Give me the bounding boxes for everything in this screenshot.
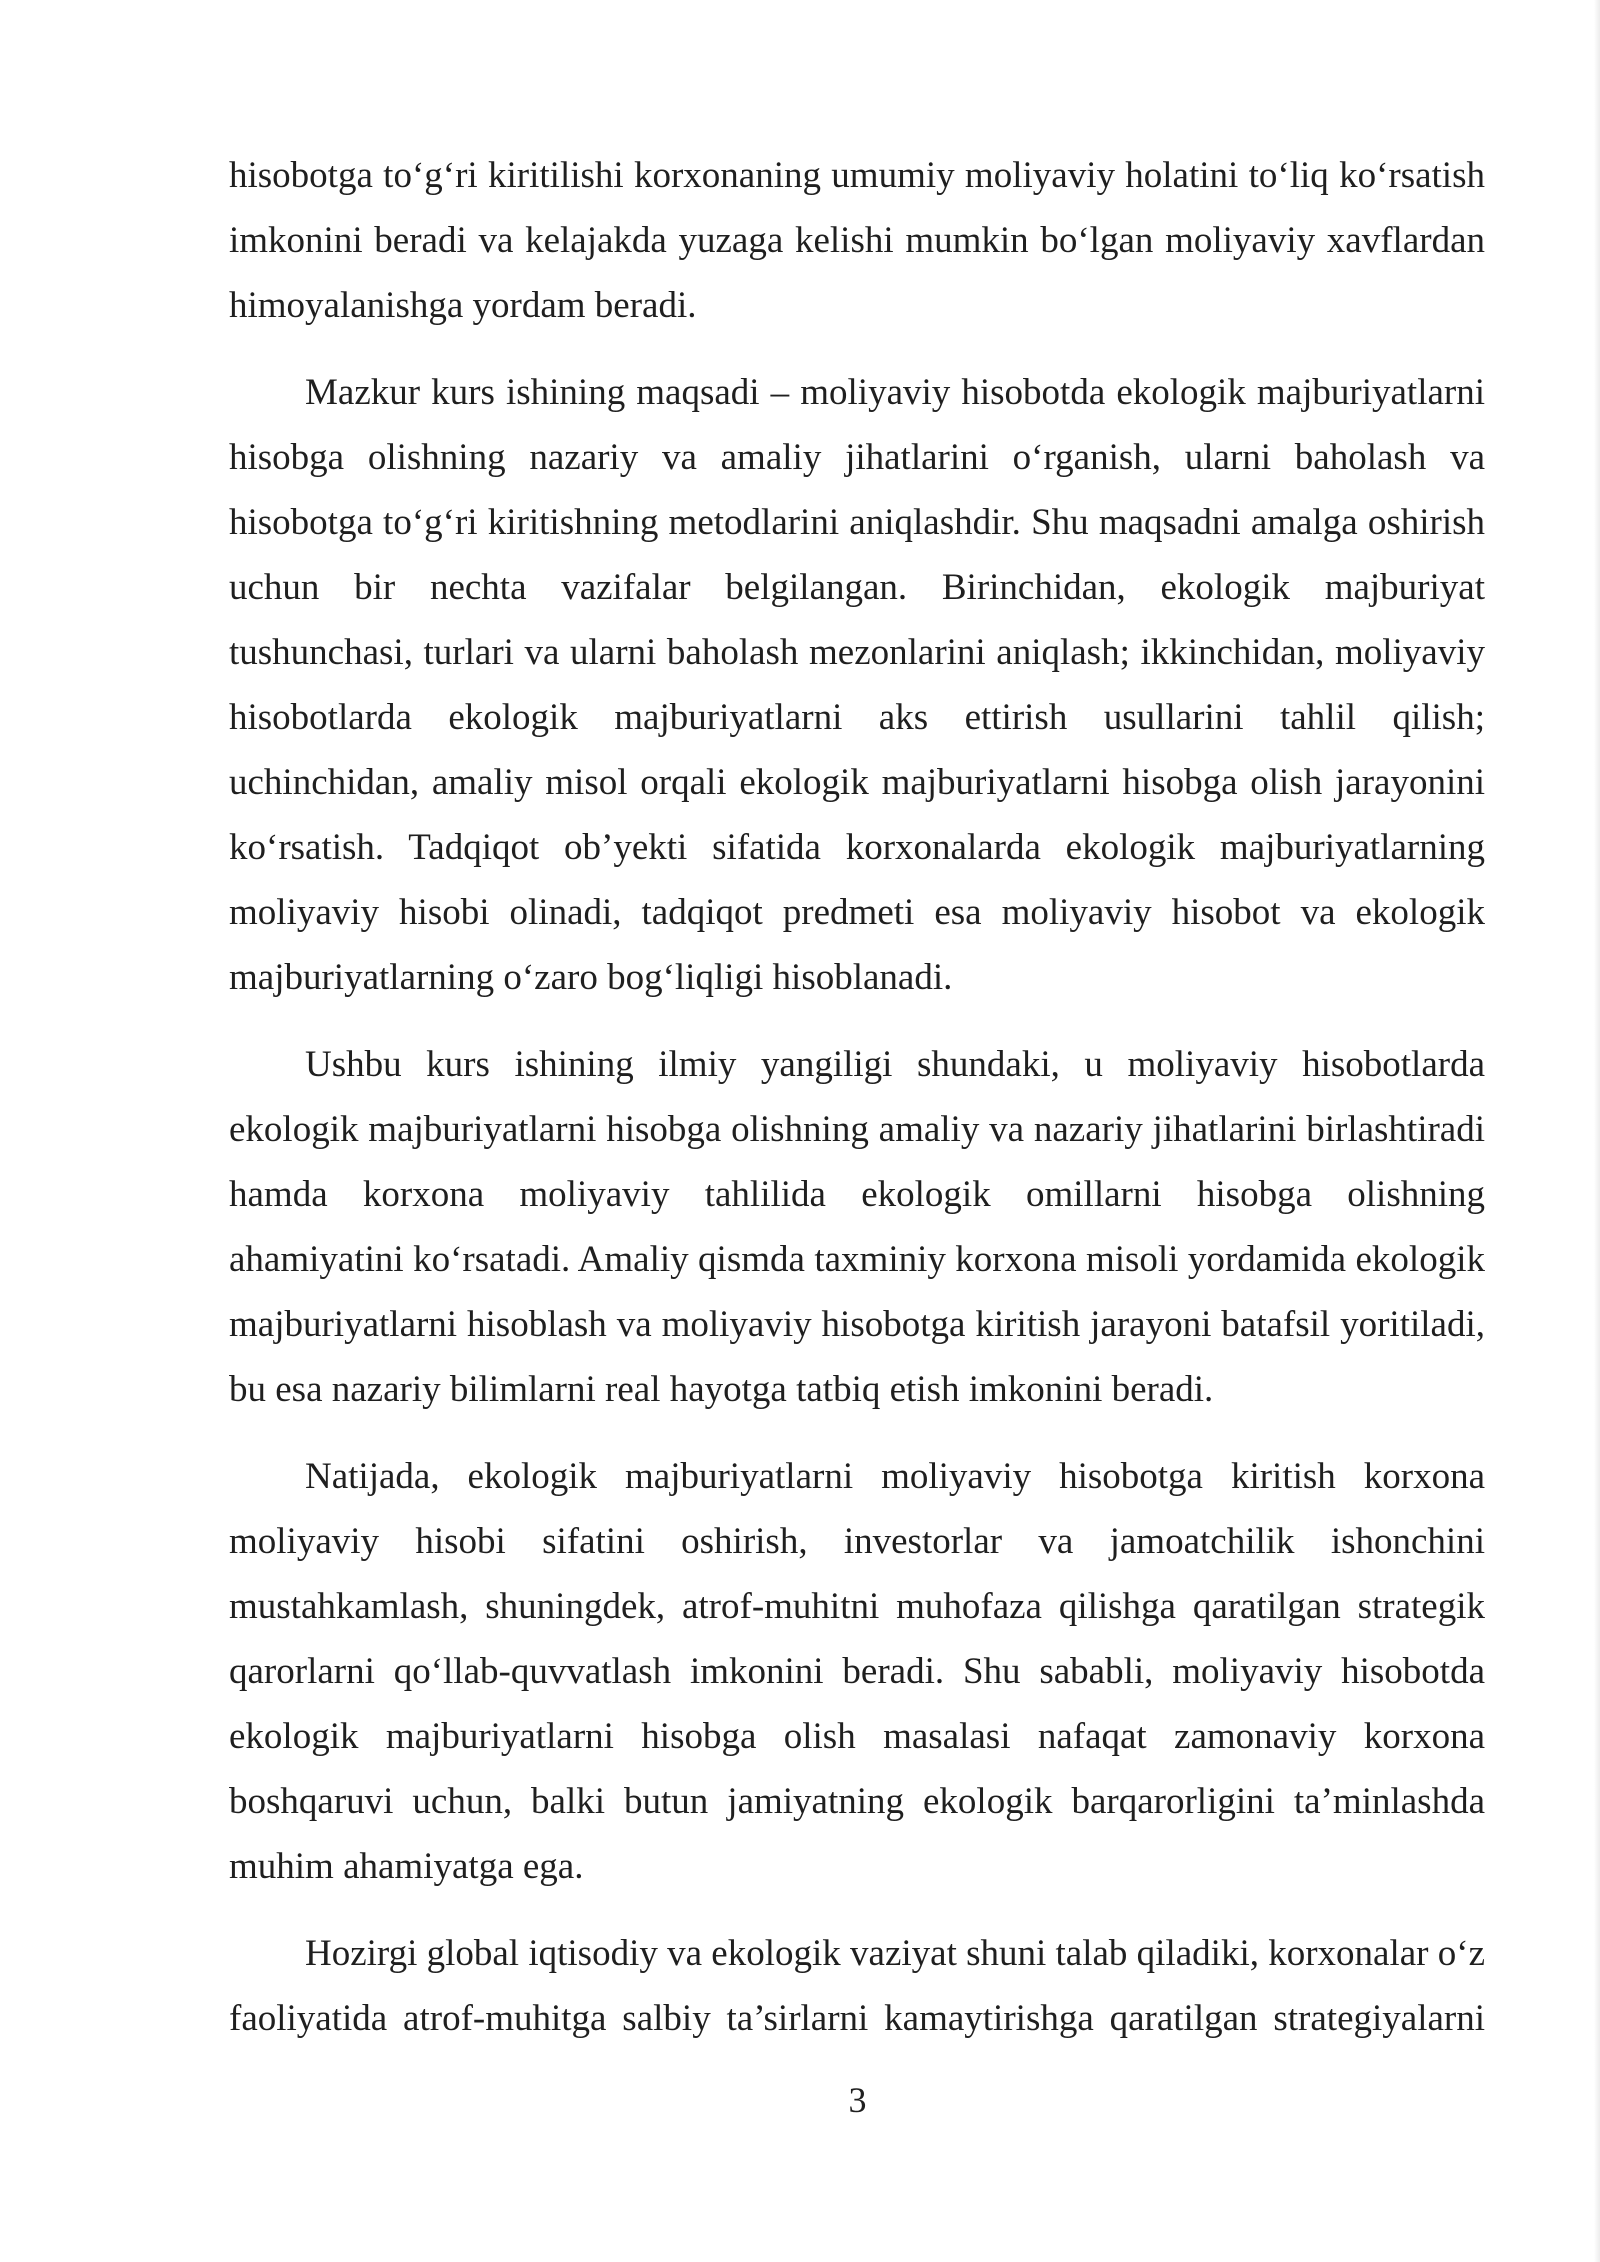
paragraph-continuation: hisobotga to‘g‘ri kiritilishi korxonaning umumiy moliyaviy holatini to‘liq ko‘rsatish imkonini beradi va kelajakda yuzaga kelishi mumkin bo‘lgan moliyaviy xavflardan himoyalanishga yordam beradi. — [229, 155, 1485, 326]
paragraph-novelty: Ushbu kurs ishining ilmiy yangiligi shundaki, u moliyaviy hisobotlarda ekologik majburiyatlarni hisobga olishning amaliy va nazariy jihatlarini birlashtiradi hamda korxona moliyaviy tahlilida ekologik omillarni hisobga olishning ahamiyatini ko‘rsatadi. Amaliy qismda taxminiy korxona misoli yordamida ekologik majburiyatlarni hisoblash va moliyaviy hisobotga kiritish jarayoni batafsil yoritiladi, bu esa nazariy bilimlarni real hayotga tatbiq etish imkonini beradi. — [229, 1044, 1485, 1410]
page-number: 3 — [848, 2080, 867, 2120]
paragraph-purpose: Mazkur kurs ishining maqsadi – moliyaviy hisobotda ekologik majburiyatlarni hisobga olishning nazariy va amaliy jihatlarini o‘rganish, ularni baholash va hisobotga to‘g‘ri kiritishning metodlarini aniqlashdir. Shu maqsadni amalga oshirish uchun bir nechta vazifalar belgilangan. Birinchidan, ekologik majburiyat tushunchasi, turlari va ularni baholash mezonlarini aniqlash; ikkinchidan, moliyaviy hisobotlarda ekologik majburiyatlarni aks ettirish usullarini tahlil qilish; uchinchidan, amaliy misol orqali ekologik majburiyatlarni hisobga olish jarayonini ko‘rsatish. Tadqiqot ob’yekti sifatida korxonalarda ekologik majburiyatlarning moliyaviy hisobi olinadi, tadqiqot predmeti esa moliyaviy hisobot va ekologik majburiyatlarning o‘zaro bog‘liqligi hisoblanadi. — [229, 372, 1485, 998]
paragraph-global-situation: Hozirgi global iqtisodiy va ekologik vaziyat shuni talab qiladiki, korxonalar o‘z faoliyatida atrof-muhitga salbiy ta’sirlarni kamaytirishga qaratilgan strategiyalarni — [229, 1933, 1485, 2039]
page-edge-shadow — [1594, 0, 1600, 2262]
paragraph-conclusion: Natijada, ekologik majburiyatlarni moliyaviy hisobotga kiritish korxona moliyaviy hisobi sifatini oshirish, investorlar va jamoatchilik ishonchini mustahkamlash, shuningdek, atrof-muhitni muhofaza qilishga qaratilgan strategik qarorlarni qo‘llab-quvvatlash imkonini beradi. Shu sababli, moliyaviy hisobotda ekologik majburiyatlarni hisobga olish masalasi nafaqat zamonaviy korxona boshqaruvi uchun, balki butun jamiyatning ekologik barqarorligini ta’minlashda muhim ahamiyatga ega. — [229, 1456, 1485, 1887]
document-body — [229, 143, 1485, 2051]
